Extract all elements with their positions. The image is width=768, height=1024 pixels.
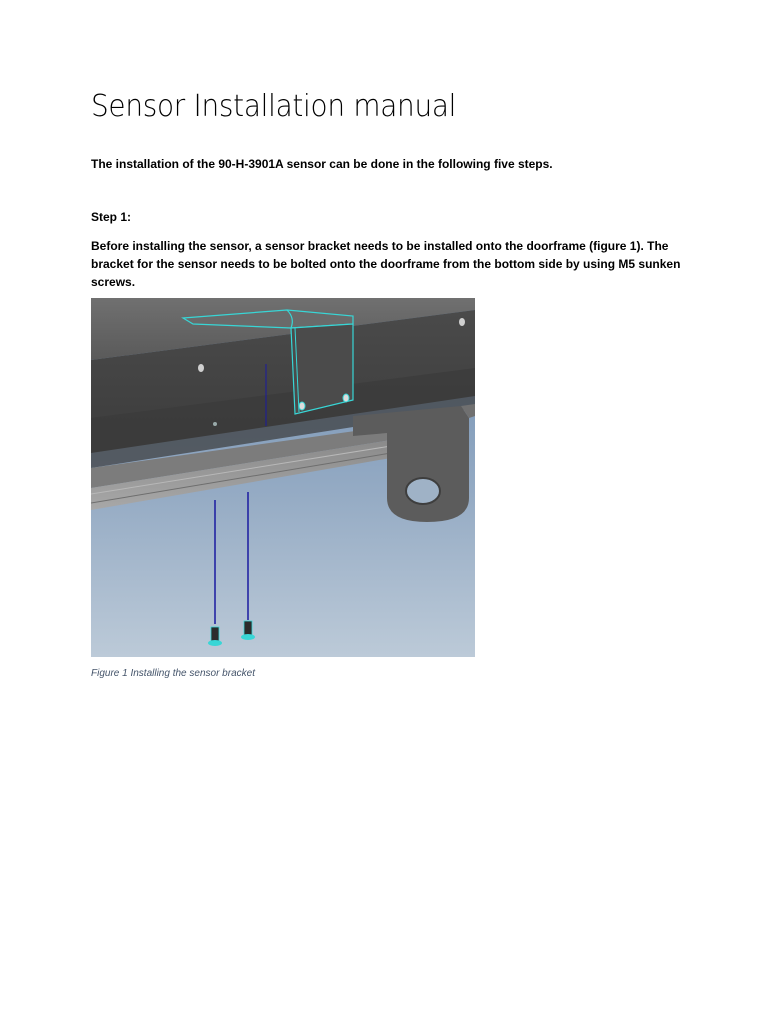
bracket-illustration xyxy=(91,298,475,657)
beam-hole xyxy=(459,318,465,326)
hinge-hole xyxy=(406,478,440,504)
beam-hole xyxy=(198,364,204,372)
figure-1-image xyxy=(91,298,475,657)
step-1-text: Before installing the sensor, a sensor bracket needs to be installed onto the doorframe (figure 1). The bracket for the sensor needs to be bolted onto the doorframe from the bottom side by using M5 sunken screws. xyxy=(91,239,681,289)
page-title: Sensor Installation manual xyxy=(91,89,457,124)
bracket-hole xyxy=(343,394,349,402)
intro-paragraph: The installation of the 90-H-3901A sensor can be done in the following five steps. xyxy=(91,157,553,171)
figure-caption: Figure 1 Installing the sensor bracket xyxy=(91,668,255,679)
bracket-hole xyxy=(299,402,305,410)
step-1-heading: Step 1: xyxy=(91,210,132,224)
